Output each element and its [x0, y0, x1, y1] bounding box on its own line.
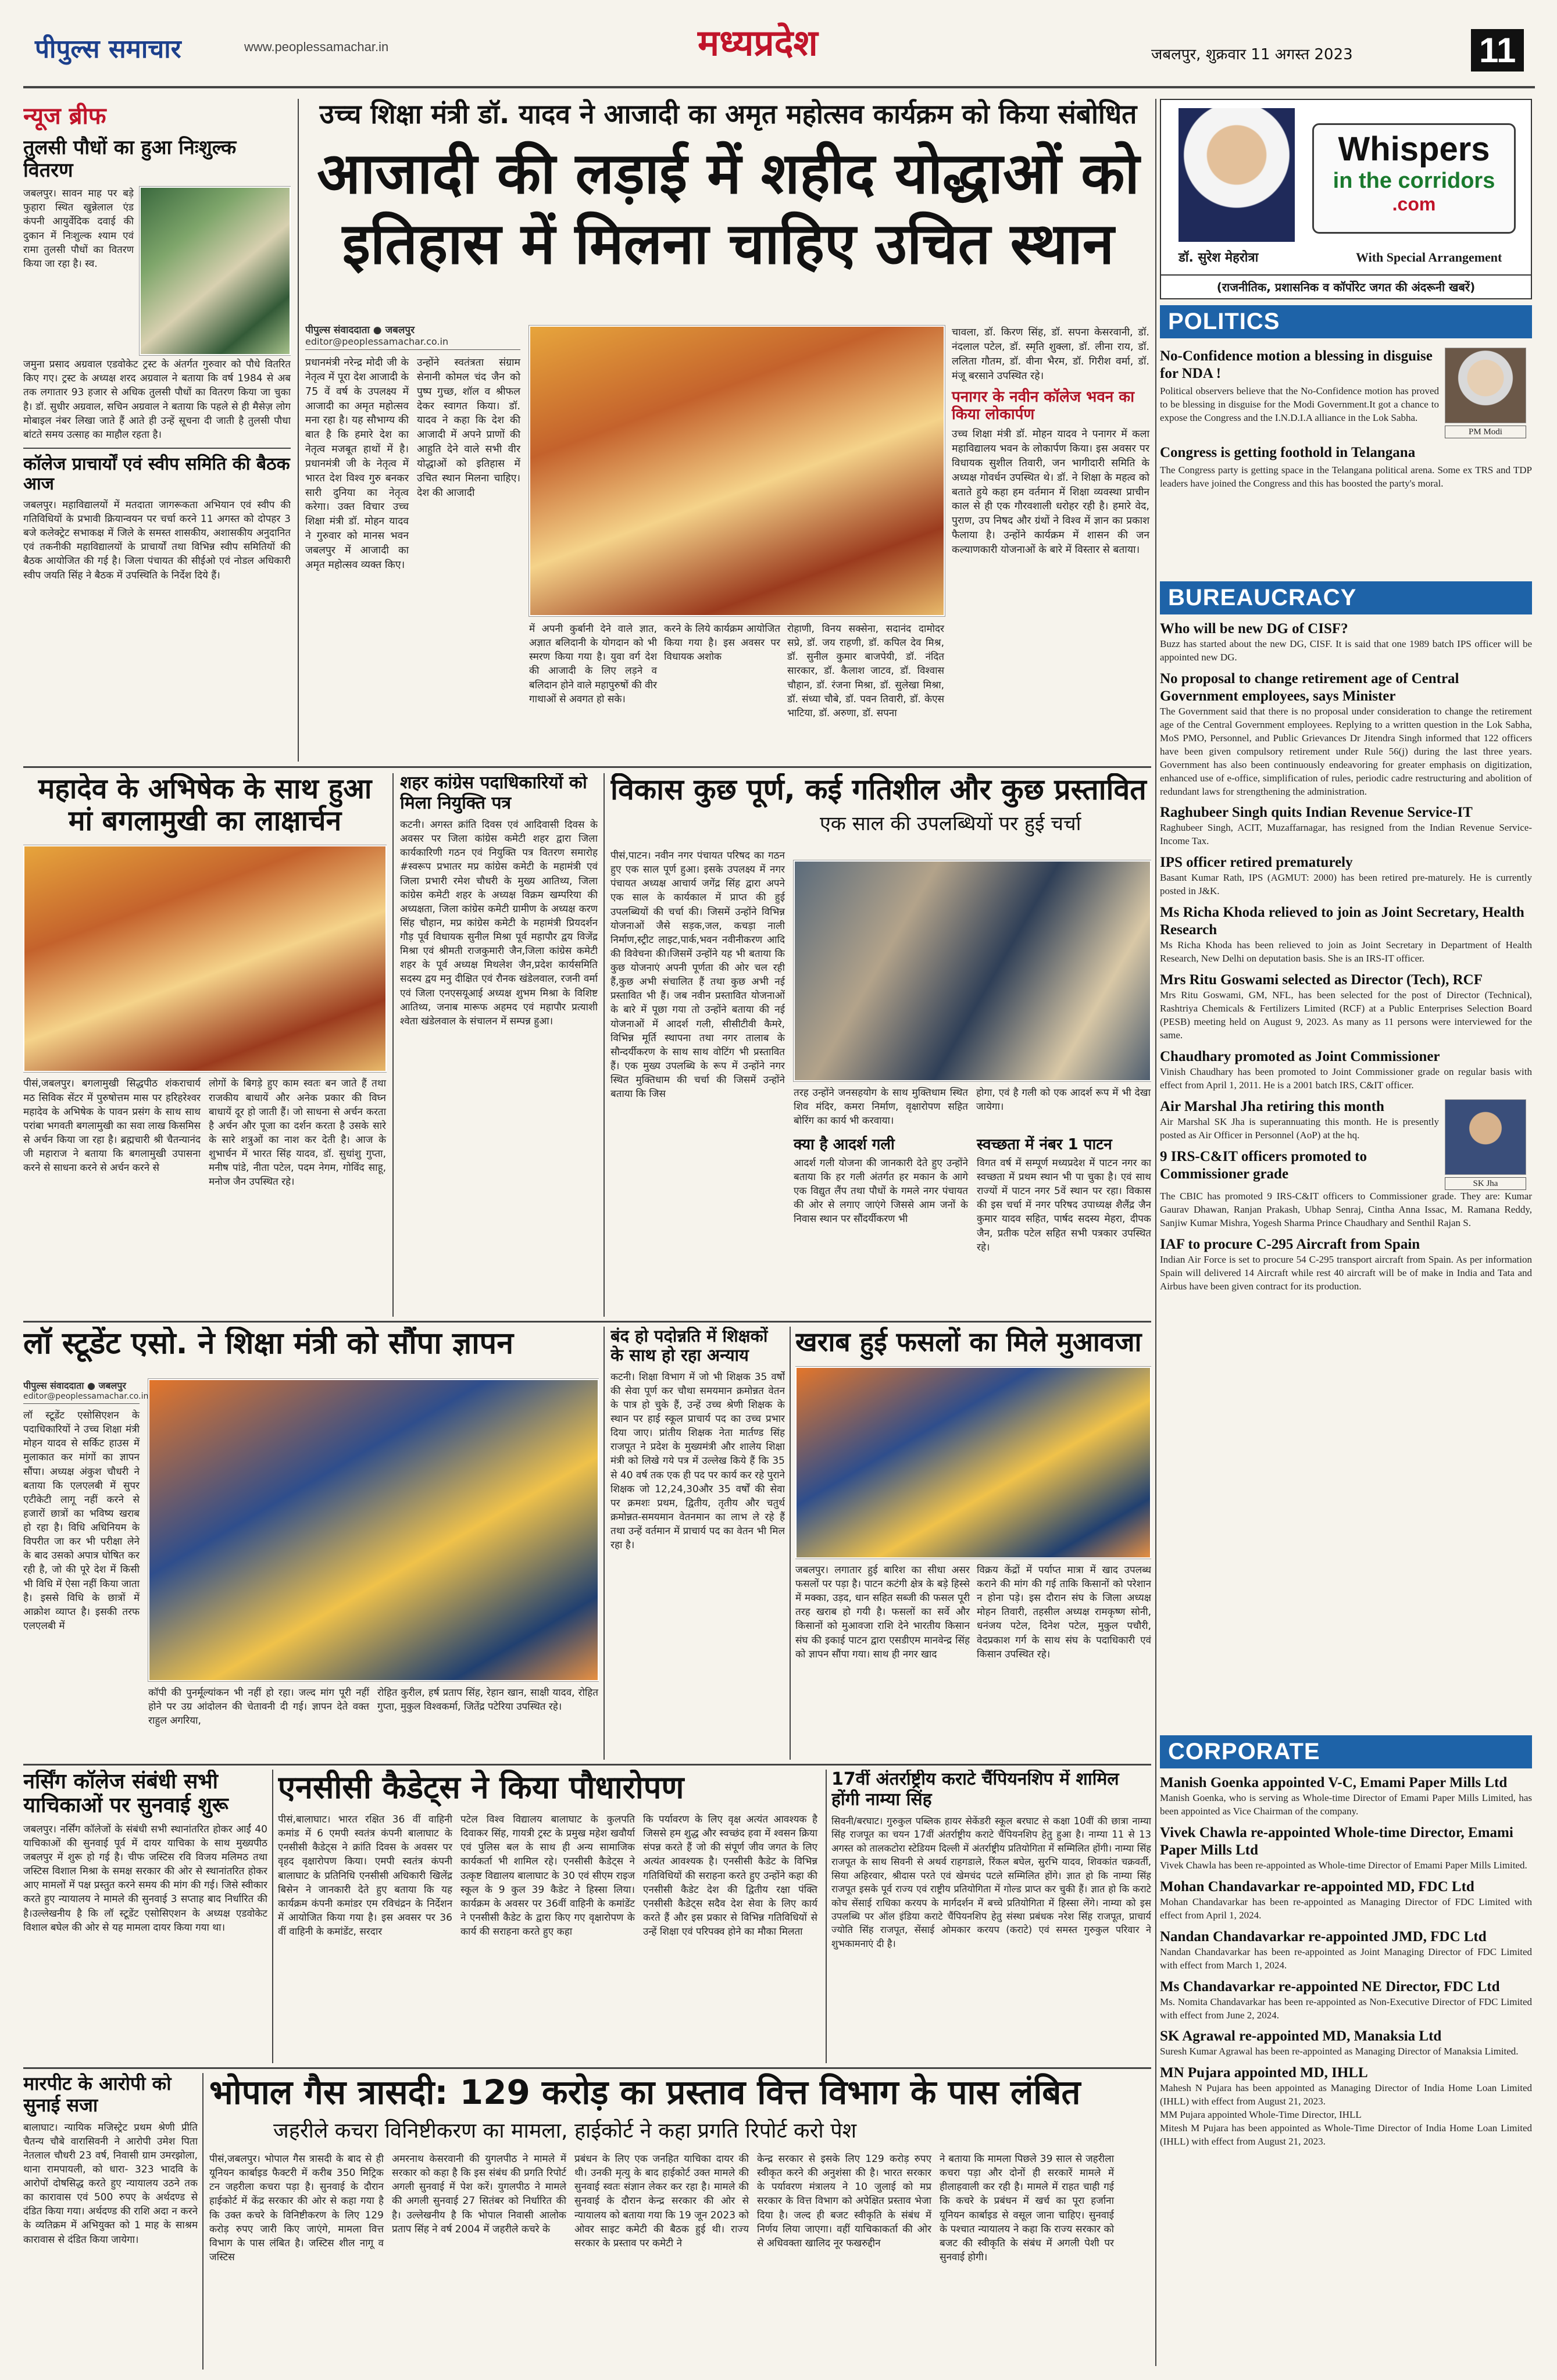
bureau-body-5: Mrs Ritu Goswami, GM, NFL, has been selected for the post of Director (Technical), Rashtriya Chemicals & Fertilizers Limited (RCF) at a Public Enterprises Selection Board (PESB) meeting held on August 9, 2023. As many as 11 persons were interviewed for the same.: [1160, 989, 1532, 1041]
karate-body: सिवनी/बरघाट। गुरुकुल पब्लिक हायर सेकेंडरी स्कूल बरघाट से कक्षा 10वीं की छात्रा नाम्या सिंह राजपूत का चयन 17वीं अंतर्राष्ट्रीय कराटे चैंपियनशिप हेतु हुआ है। नाम्या 11 से 13 अगस्त को तालकटोरा स्टेडियम दिल्ली में अंतर्राष्ट्रीय प्रतियोगिता में सम्मिलित होंगी। नाम्या सिंह राजपूत के साथ सिवनी से अथर्व राहगडाले, रिंकल बघेल, सुरभि यादव, शिवकांत चक्रवर्ती, सिया अहिरवार, श्रीदास परते एवं खेमचंद पटले सम्मिलित होंगे। ज्ञात हो कि नाम्या सिंह राजपूत इसके पूर्व राज्य एवं राष्ट्रीय प्रतियोगिता में गोल्ड प्राप्त कर चुकी हैं। ज्ञात हो कि कराटे कोच सेंसाई राधिका करयप के मार्गदर्शन में बच्चे प्रतियोगिता में हिस्सा लेंगे। नाम्या को इस उपलब्धि पर ऑल इंडिया कराटे चैंपियनशिप हेतु संस्था प्रबंधक नरेश सिंह राजपूत, प्राचार्य ज्योति सिंह राजपूत, सेंसाई ओमकार करयप (कराटे) एवं समस्त गुरुकुल परिवार ने शुभकामनाएं दी है।: [831, 1816, 1151, 1949]
gas-col-4: केन्द्र सरकार से इसके लिए 129 करोड़ रुपए स्वीकृत करने की अनुशंसा की है। भारत सरकार के पर्यावरण मंत्रालय ने 10 जुलाई को मप्र सरकार के वित्त विभाग को अपेक्षित प्रस्ताव भेजा दिया है। जल्द ही बजट स्वीकृति के संबंध में निर्णय लिया जाएगा। वहीं याचिकाकर्ता की ओर से अधिवक्ता खालिद नूर फखरुद्दीन: [757, 2153, 931, 2249]
corporate-label: CORPORATE: [1160, 1735, 1532, 1768]
politics-body-2: The Congress party is getting space in the Telangana political arena. Some ex TRS and TDP leaders have joined the Congress and this has boosted the party's moral.: [1160, 464, 1532, 489]
politics-label: POLITICS: [1160, 305, 1532, 338]
nursing-story: [23, 1770, 267, 2063]
assault-story: [23, 2073, 198, 2370]
law-col-1: लॉ स्टूडेंट एसोसिएशन के पदाधिकारियों ने उच्च शिक्षा मंत्री मोहन यादव से सर्किट हाउस में मुलाकात कर मांगों का ज्ञापन सौंपा। अध्यक्ष अंकुश चौधरी ने बताया कि एलएलबी में सुपर एटीकेटी लागू नहीं करने से हजारों छात्रों का भविष्य खराब हो रहा है। विधि अधिनियम के विपरीत जा कर भी परीक्षा लेने के बाद उसको अपात्र घोषित कर रही है, जो की पूरे देश में किसी भी विधि में ऐसा नहीं किया जाता है। इससे विधि के छात्रों में आक्रोश व्याप्त है। इसकी तरफ एलएलबी में: [23, 1410, 140, 1632]
columnist-name: डॉ. सुरेश मेहरोत्रा: [1179, 251, 1259, 265]
bureau-body-9: Indian Air Force is set to procure 54 C-295 transport aircraft from Spain. As per information Spain will delivered 14 Aircraft while rest 40 aircraft will be of make in India and Tata and Airbus have been given contract for its production.: [1160, 1253, 1532, 1292]
ncc-col-3: कि पर्यावरण के लिए वृक्ष अत्यंत आवश्यक है जिससे हम शुद्ध और स्वच्छंद हवा में श्वसन क्रिया संपन्न करते हैं जो की संपूर्ण जीव जगत के लिए अत्यंत आवश्यक है। एनसीसी कैडेट के विभिन्न गतिविधियों की सराहना करते हुए उन्होंने कहा की एनसीसी कैडेट देश की द्वितीय रक्षा पंक्ति एनसीसी कैडेट्स सदैव देश सेवा के लिए कार्य करते हैं और इस प्रकार से विभिन्न गतिविधियों से उन्हें शिक्षा एवं परिपक्व होने का मौका मिलता: [643, 1814, 817, 1938]
teachers-story: [610, 1327, 785, 1760]
bureau-body-6: Vinish Chaudhary has been promoted to Joint Commissioner grade on regular basis with effect from April 1, 2011. He is a 2001 batch IRS, C&IT officer.: [1160, 1066, 1532, 1091]
vikas-caption-2: होगा, एवं है गली को एक आदर्श रूप में भी देखा जायेगा।: [976, 1087, 1151, 1113]
news-brief-label: न्यूज ब्रीफ: [23, 103, 106, 130]
vikas-subhead-1: क्या है आदर्श गली: [794, 1136, 895, 1153]
gas-col-1: पीसं,जबलपुर। भोपाल गैस त्रासदी के बाद से ही यूनियन कार्बाइड फैक्टरी में करीब 350 मिट्रिक टन जहरीला कचरा पड़ा है। सुनवाई के दौरान हाईकोर्ट में केंद्र सरकार की ओर से कहा गया है कि उक्त कचरे के विनिष्टीकरण के लिए 129 करोड़ रुपए जारी किए जाएंगे, मामला वित्त विभाग के पास लंबित है। जस्टिस शील नागू व जस्टिस: [209, 2153, 384, 2263]
corp-headline-0: Manish Goenka appointed V-C, Emami Paper Mills Ltd: [1160, 1775, 1508, 1791]
sk-jha-caption: SK Jha: [1445, 1177, 1526, 1190]
mahadev-story: [23, 773, 387, 1317]
brief-body-college: जबलपुर। महाविद्यालयों में मतदाता जागरूकता अभियान एवं स्वीप की गतिविधियों के प्रभावी क्रियान्वयन पर चर्चा करने 11 अगस्त को दोपहर 3 बजे कलेक्ट्रेट सभाकक्ष में जिले के समस्त शासकीय, अशासकीय अनुदानित एवं तकनीकी महाविद्यालयों के प्राचार्यों तथा विभिन्न स्वीप समितियों की बैठक आयोजित की गई है। जिला पंचायत की सीईओ एवं नोडल अधिकारी स्वीप जयति सिंह ने बैठक में उपस्थिति के निर्देश दिये हैं।: [23, 499, 291, 581]
mahadev-col-2: लोगों के बिगड़े हुए काम स्वतः बन जाते हैं तथा राजकीय बाधायें और अनेक प्रकार की विघ्न बाधायें दूर हो जाती हैं। जो साधना से अर्चन करता है अर्चन और पूजा का दर्शन करता है उसके सारे के सारे शत्रुओं का नाश कर देती है। आज के शुभार्चन में भारत सिंह यादव, डॉ. सुधांशु गुप्ता, मनीष पांडे, नीता पटेल, पदम नेगम, गोविंद साहू, मनोज जैन उपस्थित रहे।: [209, 1078, 386, 1188]
news-brief-column: [23, 99, 291, 762]
vikas-col-3: विगत वर्ष में सम्पूर्ण मध्यप्रदेश में पाटन नगर का स्वच्छता में प्रथम स्थान भी पा चुका है। एवं साथ राज्यों में पाटन नगर 5वें स्थान पर रहा। विकास की इस चर्चा में नगर परिषद उपाध्यक्ष शैलैंद्र जैन कुमार यादव सहित, पार्षद सदस्य मेहरा, दीपक जैन, प्रतीक पटेल सहित सभी पत्रकार उपस्थित रहे।: [977, 1157, 1151, 1253]
bureau-body-1: The Government said that there is no proposal under consideration to change the retirement age of the Central Government employees. Replying to a written question in the Lok Sabha, MoS PMO, Personnel, and Public Grievances Dr Jitendra Singh informed that 122 officers have been given compulsory retirement under Rule 56(j) during the last three years. Government has also been continuously endeavoring for greater emphasis on digitization, enhanced use of e-office, simplification of rules, periodic cadre restructuring and abolition of redundant laws for strengthening the administration.: [1160, 705, 1532, 797]
whispers-brand-3: .com: [1392, 194, 1436, 215]
whispers-brand-2: in the corridors: [1333, 169, 1495, 193]
karate-story: [831, 1770, 1151, 2063]
bureau-headline-3: IPS officer retired prematurely: [1160, 855, 1353, 871]
teachers-body: कटनी। शिक्षा विभाग में जो भी शिक्षक 35 वर्षों की सेवा पूर्ण कर चौथा समयमान क्रमोन्नत वेतन के पात्र हो चुके हैं, उन्हें उच्च श्रेणी शिक्षक के स्थान पर हाई स्कूल प्राचार्य पद का उच्च प्रभार दिया जाए। प्रांतीय शिक्षक नेता मार्तण्ड सिंह राजपूत ने प्रदेश के मुख्यमंत्री और शालेय शिक्षा मंत्री को लिखे गये पत्र में उल्लेख किये हैं कि 35 से 40 वर्ष तक एक ही पद पर कार्य कर रहे पुराने शिक्षक जो 12,24,30और 35 वर्षों की सेवा पर क्रमशः प्रथम, द्वितीय, तृतीय और चतुर्थ क्रमोन्नत-समयमान वेतनमान का लाभ ले रहे हैं तथा उन्हें वर्तमान में प्राचार्य पद का वेतन भी मिल रहा है।: [610, 1371, 785, 1552]
politics-section: [1160, 305, 1532, 578]
bureau-headline-1: No proposal to change retirement age of Central Government employees, says Minister: [1160, 670, 1459, 704]
congress-headline: शहर कांग्रेस पदाधिकारियों को मिला नियुक्ति पत्र: [400, 773, 587, 813]
corp-body-1: Vivek Chawla has been re-appointed as Whole-time Director of Emami Paper Mills Limited.: [1160, 1859, 1527, 1871]
corp-headline-4: Ms Chandavarkar re-appointed NE Director, FDC Ltd: [1160, 1978, 1500, 1995]
brief-headline-tulsi: तुलसी पौधों का हुआ निःशुल्क वितरण: [23, 136, 237, 183]
lead-caption-3: रोहाणी, विनय सक्सेना, सदानंद दामोदर सप्रे, डॉ. जय राहणी, डॉ. कपिल देव मिश्र, डॉ. सुनील कुमार बाजपेयी, डॉ. नंदित सारकार, डॉ. कैलाश जाटव, डॉ. विश्वास चौहान, डॉ. रंजना मिश्रा, डॉ. सुलेखा मिश्रा, डॉ. संध्या चौबे, डॉ. पवन तिवारी, डॉ. केएस भाटिया, डॉ. अरुणा, डॉ. सपना: [787, 623, 944, 719]
ncc-headline: एनसीसी कैडेट्स ने किया पौधारोपण: [278, 1770, 684, 1806]
bureau-headline-4: Ms Richa Khoda relieved to join as Joint Secretary, Health Research: [1160, 905, 1524, 938]
bureaucracy-label: BUREAUCRACY: [1160, 581, 1532, 614]
bureaucracy-section: [1160, 581, 1532, 1729]
masthead: [12, 0, 1547, 87]
whispers-header: [1160, 99, 1532, 299]
vikas-col-2: आदर्श गली योजना की जानकारी देते हुए उन्होंने बताया कि हर गली अंतर्गत हर मकान के आगे एक विद्युत लैंप तथा पौधों के गमले नगर पंचायत की ओर से लगाए जाएंगे जिससे आम जनों के निवास स्थान पर सौंदर्यीकरण भी: [794, 1157, 968, 1225]
corp-body-7: MM Pujara appointed Whole-Time Director, IHLL: [1160, 2109, 1362, 2121]
brief-body-tulsi: जमुना प्रसाद अग्रवाल एडवोकेट ट्रस्ट के अंतर्गत गुरुवार को पौधे वितरित किए गए। ट्रस्ट के अध्यक्ष शरद अग्रवाल ने बताया कि वर्ष 1984 से अब तक लगातार 93 हजार से अधिक तुलसी पौधों का वितरण किया जा चुका है। डॉ. सुधीर अग्रवाल, सचिन अग्रवाल ने बताया कि पहले से ही मैसेज़ लोग मोबाइल नंबर लिखा जाते हैं आते ही उन्हें सूचना दी जाती है तुलसी पौधा बांटते समय उत्साह का माहौल रहता है।: [23, 359, 291, 441]
bureau-body-7: Air Marshal SK Jha is superannuating this month. He is presently posted as Air Officer in Personnel (AoP) at the hq.: [1160, 1116, 1439, 1141]
mahadev-photo: [23, 845, 387, 1072]
lead-story: [305, 99, 1151, 762]
ncc-col-1: पीसं,बालाघाट। भारत रक्षित 36 वीं वाहिनी कमांड में 6 एमपी स्वतंत्र कंपनी बालाघाट के एनसीसी कैडेट्स ने क्रांति दिवस के अवसर पर वृहद वृक्षारोपण किया। एमपी स्वतंत्र कंपनी बालाघाट के प्रतिनिधि एनसीसी अधिकारी खिलेंद्र बिसेन ने जानकारी देते हुए बताया कि यह कार्यक्रम कंपनी कमांडर एम रविचंद्रन के निर्देशन में आयोजित किया गया है। इस अवसर पर 36 वीं वाहिनी के कमांडेंट, सरदार: [278, 1814, 452, 1938]
assault-body: बालाघाट। न्यायिक मजिस्ट्रेट प्रथम श्रेणी प्रीति चैतन्य चौबे वारासिवनी ने आरोपी उमेश पिता नेतलाल चौधरी 23 वर्ष, निवासी ग्राम उमरझोला, थाना रामपायली, को धारा- 323 भादवि के आरोपों दोषसिद्ध करते हुए न्यायालय उठने तक का कारावास एवं 500 रुपए के अर्थदण्ड से दंडित किया गया। अर्थदण्ड की राशि अदा न करने के व्यतिक्रम में अभियुक्त को 1 माह के साश्रम कारावास से दंडित किया जायेगा।: [23, 2121, 198, 2246]
law-photo: [148, 1379, 599, 1681]
nursing-headline: नर्सिंग कॉलेज संबंधी सभी याचिकाओं पर सुनवाई शुरू: [23, 1770, 228, 1818]
lead-byline: पीपुल्स संवाददाता ● जबलपुर: [305, 324, 415, 336]
brief-lead-tulsi: जबलपुर। सावन माह पर बड़े फुहारा स्थित खुन्नेलाल एंड कंपनी आयुर्वेदिक दवाई की दुकान में निःशुल्क श्याम एवं रामा तुलसी पौधों का वितरण किया जा रहा है। स्व.: [23, 188, 134, 270]
congress-story: [400, 773, 598, 1317]
crops-col-1: जबलपुर। लगातार हुई बारिश का सीधा असर फसलों पर पड़ा है। पाटन कटंगी क्षेत्र के बड़े हिस्से में मक्का, उड़द, धान सहित सब्जी की फसल पूरी तरह खराब हो गयी है। फसलों का सर्वे और किसानों को मुआवजा राशि देने भारतीय किसान संघ की इकाई पाटन द्वारा एसडीएम मानवेन्द्र सिंह को ज्ञापन सौंपा गया। साथ ही नगर खाद: [795, 1564, 970, 1660]
lead-photo-minister: [529, 326, 945, 616]
crops-story: [795, 1327, 1151, 1760]
bureau-headline-2: Raghubeer Singh quits Indian Revenue Service-IT: [1160, 805, 1473, 821]
dateline: जबलपुर, शुक्रवार 11 अगस्त 2023: [1151, 46, 1353, 63]
teachers-headline: बंद हो पदोन्नति में शिक्षकों के साथ हो रहा अन्याय: [610, 1327, 768, 1366]
columnist-photo: [1179, 108, 1295, 242]
corp-headline-1: Vivek Chawla re-appointed Whole-time Director, Emami Paper Mills Ltd: [1160, 1824, 1513, 1858]
law-headline: लॉ स्टूडेंट एसो. ने शिक्षा मंत्री को सौंपा ज्ञापन: [23, 1327, 514, 1361]
lead-email[interactable]: editor@peoplessamachar.co.in: [305, 336, 520, 350]
lead-caption-1: में अपनी कुर्बानी देने वाले ज्ञात, अज्ञात बलिदानी के योगदान को भी स्मरण किया गया है। युवा वर्ग देश की आजादी के लिए लड़ने व बलिदान होने वाले महापुरुषों की वीर गाथाओं से अवगत हो सके।: [529, 623, 657, 705]
assault-headline: मारपीट के आरोपी को सुनाई सजा: [23, 2073, 172, 2116]
lead-headline-2: इतिहास में मिलना चाहिए उचित स्थान: [342, 210, 1115, 277]
sk-jha-photo: [1445, 1099, 1526, 1175]
politics-headline-1: No-Confidence motion a blessing in disguise for NDA !: [1160, 348, 1433, 381]
special-note: With Special Arrangement: [1356, 250, 1502, 265]
politics-headline-2: Congress is getting foothold in Telangana: [1160, 445, 1416, 461]
bureau-body-4: Ms Richa Khoda has been relieved to join as Joint Secretary in Department of Health Research, New Delhi on deputation basis. She is an IRS-IT officer.: [1160, 939, 1532, 964]
corp-body-2: Mohan Chandavarkar has been re-appointed as Managing Director of FDC Limited with effect from April 1, 2024.: [1160, 1896, 1532, 1921]
crops-headline: खराब हुई फसलों का मिले मुआवजा: [795, 1327, 1142, 1357]
whispers-tagline: (राजनीतिक, प्रशासनिक व कॉर्पोरेट जगत की अंदरूनी खबरें): [1161, 274, 1531, 295]
lead-kicker: उच्च शिक्षा मंत्री डॉ. यादव ने आजादी का अमृत महोत्सव कार्यक्रम को किया संबोधित: [319, 99, 1137, 130]
law-byline: पीपुल्स संवाददाता ● जबलपुर: [23, 1380, 126, 1391]
vikas-subhead-2: स्वच्छता में नंबर 1 पाटन: [977, 1136, 1112, 1153]
bureau-headline-5: Mrs Ritu Goswami selected as Director (Tech), RCF: [1160, 972, 1483, 988]
bureau-headline-6: Chaudhary promoted as Joint Commissioner: [1160, 1048, 1440, 1064]
whispers-brand: Whispers: [1338, 130, 1490, 168]
corp-headline-2: Mohan Chandavarkar re-appointed MD, FDC Ltd: [1160, 1878, 1474, 1895]
gas-col-3: प्रबंधन के लिए एक जनहित याचिका दायर की थी। उनकी मृत्यु के बाद हाईकोर्ट उक्त मामले की सुनवाई स्वतः संज्ञान लेकर कर रहा है। मामले की सुनवाई के दौरान केन्द्र सरकार की ओर से न्यायालय को बताया गया कि 19 जून 2023 को ओवर साइट कमेटी की बैठक हुई थी। राज्य सरकार के प्रस्ताव पर कमेटी ने: [574, 2153, 749, 2249]
mahadev-headline: महादेव के अभिषेक के साथ हुआ मां बगलामुखी का लाक्षार्चन: [38, 773, 372, 838]
paper-url[interactable]: www.peoplessamachar.in: [244, 40, 389, 54]
vikas-kicker: एक साल की उपलब्धियों पर हुई चर्चा: [820, 812, 1081, 835]
vikas-headline: विकास कुछ पूर्ण, कई गतिशील और कुछ प्रस्तावित: [610, 773, 1147, 806]
karate-headline: 17वीं अंतर्राष्ट्रीय कराटे चैंपियनशिप में शामिल होंगी नाम्या सिंह: [831, 1770, 1119, 1810]
vikas-caption-1: तरह उन्होंने जनसहयोग के साथ मुक्तिधाम स्थित शिव मंदिर, कमरा निर्माण, वृक्षारोपण सहित बोरिंग का कार्य भी करवाया।: [794, 1087, 968, 1127]
ncc-story: [278, 1770, 822, 2063]
lead-col-1: प्रधानमंत्री नरेन्द्र मोदी जी के नेतृत्व में पूरा देश आजादी के 75 वें वर्ष के उपलक्ष्य में आजादी का अमृत महोत्सव मना रहा है। यह सौभाग्य की बात है कि हमारे देश का नेतृत्व मजबूत हाथों में है। प्रधानमंत्री जी के नेतृत्व में भारत देश विश्व गुरु बनकर सारी दुनिया का नेतृत्व करेगा। उक्त विचार उच्च शिक्षा मंत्री डॉ. मोहन यादव ने गुरुवार को मानस भवन जबलपुर में आजादी का अमृत महोत्सव व्यक्त किए।: [305, 357, 409, 571]
law-caption-2: रोहित कुरील, हर्ष प्रताप सिंह, रेहान खान, साक्षी यादव, रोहित गुप्ता, मुकुल विश्वकर्मा, जितेंद्र पटेरिया उपस्थित रहे।: [377, 1687, 598, 1713]
pm-modi-photo: [1445, 348, 1526, 423]
lead-subhead-panagar: पनागर के नवीन कॉलेज भवन का किया लोकार्पण: [952, 388, 1134, 424]
lead-col-4b: उच्च शिक्षा मंत्री डॉ. मोहन यादव ने पनागर में कला महाविद्यालय भवन के लोकार्पण किया। इस अवसर पर विधायक सुशील तिवारी, जन भागीदारी समिति के अध्यक्ष गोवर्धन उपस्थित थे। डॉ. ने शिक्षा के महत्व को बताते हुये कहा हम वर्तमान में शिक्षा व्यवस्था प्राचीन काल से ही एक गौरवशाली धरोहर रही है। हमारे वेद, पुराण, उप निषद और ग्रंथों ने विश्व में ज्ञान का प्रकाश फैलाया है। उन्होंने कार्यक्रम में शासन की जन कल्याणकारी योजनाओं के बारे में विस्तार से बताया।: [952, 428, 1149, 556]
lead-headline-1: आजादी की लड़ाई में शहीद योद्धाओं को: [317, 140, 1140, 207]
bureau-headline-0: Who will be new DG of CISF?: [1160, 621, 1348, 637]
corp-body-5: Suresh Kumar Agrawal has been re-appointed as Managing Director of Manaksia Limited.: [1160, 2046, 1519, 2057]
vikas-col-1: पीसं,पाटन। नवीन नगर पंचायत परिषद का गठन हुए एक साल पूर्ण हुआ। इसके उपलक्ष्य में नगर पंचायत अध्यक्ष आचार्य जगेंद्र सिंह द्वारा अपने एक साल के कार्यकाल में प्राप्त की हुई उपलब्धियों की चर्चा की। जिसमें उन्होंने विभिन्न योजनाओं जैसे सड़क,जल, कचड़ा नाली निर्माण,स्ट्रीट लाइट,पार्क,भवन नवीनीकरण आदि की विवेचना की।जिसमें उन्होंने यह भी बताया कि कुछ योजनाएं अपनी पूर्णता की ओर चल रही हैं,कुछ अभी संचालित हैं तथा कुछ अभी नई प्रस्तावित भी हैं। जब नवीन प्रस्तावित योजनाओं के बारे में पूछा गया तो उन्होंने बताया की नई योजनाओं में आदर्श गली, सीसीटीवी कैमरे, विभिन्न मूर्ति स्थापना तथा नगर तालाब के सौन्दर्यीकरण के साथ साथ वोटिंग भी प्रस्तावित हैं। एक मुख्य उपलब्धि के रूप में उन्होंने नगर स्थित मुक्तिधाम की चर्चा की जिसमें उन्होंने बताया कि जिस: [610, 850, 785, 1100]
congress-body: कटनी। अगस्त क्रांति दिवस एवं आदिवासी दिवस के अवसर पर जिला कांग्रेस कमेटी शहर द्वारा जिला कार्यकारिणी गठन एवं नियुक्ति पत्र वितरण समारोह #स्वरूप प्रभातर मप्र कांग्रेस कमेटी के महामंत्री एवं जिला प्रभारी रमेश चौधरी के मुख्य आतिथ्य, जिला कांग्रेस कमेटी शहर के अध्यक्ष विक्रम खम्परिया की अध्यक्षता, जिला कांग्रेस कमेटी ग्रामीण के अध्यक्ष करण सिंह चौहान, मप्र कांग्रेस कमेटी के महामंत्री प्रियदर्शन गौड़ पूर्व विधायक सुनील मिश्रा पूर्व महापौर द्वय विजेंद्र मिश्रा एवं श्रीमती राजकुमारी जैन,जिला कांग्रेस कमेटी शहर के पूर्व अध्यक्ष मिथलेश जैन,प्रदेश कार्यसमिति सदस्य द्वय मनु दीक्षित एवं रौनक खंडेलवाल, रजनी वर्मा एवं जिला एनएसयूआई अध्यक्ष शुभम मिश्रा के विशिष्ट आतिथ्य, जनाब मारूफ अहमद एवं महापौर प्रत्याशी श्वेता खंडेलवाल के संचालन में सम्पन्न हुआ।: [400, 819, 598, 1027]
corp-body-6: Mahesh N Pujara has been appointed as Managing Director of India Home Loan Limited (IHLL) with effect from August 21, 2023.: [1160, 2082, 1532, 2107]
bureau-body-3: Basant Kumar Rath, IPS (AGMUT: 2000) has been retired pre-maturely. He is currently posted in J&K.: [1160, 872, 1532, 897]
bureau-headline-9: IAF to procure C-295 Aircraft from Spain: [1160, 1236, 1420, 1252]
bureau-body-8: The CBIC has promoted 9 IRS-C&IT officers to Commissioner grade. They are: Kumar Gaurav Dhawan, Ranjan Prakash, Ubhap Senraj, Cintha Anna Issac, M. Ramana Reddy, Sanjiw Kumar Mishra, Yogesh Sharma Prince Chaudhary and Senthil Rajan S.: [1160, 1190, 1532, 1228]
crops-col-2: विक्रय केंद्रों में पर्याप्त मात्रा में खाद उपलब्ध कराने की मांग की गई ताकि किसानों को परेशान न होना पड़े। इस दौरान संघ के जिला अध्यक्ष मोहन तिवारी, तहसील अध्यक्ष रामकृष्ण सोनी, धनंजय पटेल, दिनेश पटेल, मुकुल पचौरी, वेदप्रकाश गर्ग के साथ संघ के पदाधिकारी एवं किसान उपस्थित रहे।: [977, 1564, 1151, 1660]
corp-headline-6: MN Pujara appointed MD, IHLL: [1160, 2065, 1368, 2081]
bureau-body-2: Raghubeer Singh, ACIT, Muzaffarnagar, has resigned from the Indian Revenue Service-Income Tax.: [1160, 822, 1532, 847]
vikas-story: [610, 773, 1151, 1317]
gas-col-5: ने बताया कि मामला पिछले 39 साल से जहरीला कचरा पड़ा और दोनों ही सरकारें मामले में हीलाहवाली कर रही है। मामले में राहत चाही गई कि कचरे के प्रबंधन में खर्च का पूरा हर्जाना यूनियन कार्बाइड से वसूल जाना चाहिए। सुनवाई के पश्चात न्यायालय ने कहा कि राज्य सरकार को बजट की स्वीकृति के संबंध में अगली पेशी पर सुनवाई होगी।: [940, 2153, 1114, 2263]
page-number: 11: [1471, 29, 1524, 72]
paper-logo: पीपुल्स समाचार: [35, 34, 181, 64]
corp-body-3: Nandan Chandavarkar has been re-appointed as Joint Managing Director of FDC Limited with effect from March 1, 2024.: [1160, 1946, 1532, 1971]
gas-kicker: जहरीले कचरा विनिष्टीकरण का मामला, हाईकोर्ट ने कहा प्रगति रिपोर्ट करो पेश: [273, 2118, 857, 2143]
law-caption-1: कॉपी की पुनर्मूल्यांकन भी नहीं हो रहा। जल्द मांग पूरी नहीं होने पर उग्र आंदोलन की चेतावनी दी गई। ज्ञापन देते वक्त राहुल अगरिया,: [148, 1687, 369, 1727]
law-story: [23, 1327, 599, 1760]
lead-col-4a: चावला, डॉ. किरण सिंह, डॉ. सपना केसरवानी, डॉ. नंदलाल पटेल, डॉ. स्मृति शुक्ला, डॉ. लीना राय, डॉ. ललिता गौतम, डॉ. वीना भैरम, डॉ. गिरीश वर्मा, डॉ. मंजू बरसाने उपस्थित रहे।: [952, 327, 1149, 382]
bureau-headline-7: Air Marshal Jha retiring this month: [1160, 1098, 1384, 1114]
bureau-body-0: Buzz has started about the new DG, CISF. It is said that one 1989 batch IPS officer will be appointed new DG.: [1160, 638, 1532, 663]
section-title: मध्यप्रदेश: [698, 22, 818, 64]
corp-body-4: Ms. Nomita Chandavarkar has been re-appointed as Non-Executive Director of FDC Limited with effect from June 2, 2024.: [1160, 1996, 1532, 2021]
bureau-headline-8: 9 IRS-C&IT officers promoted to Commissioner grade: [1160, 1148, 1367, 1182]
law-email[interactable]: editor@peoplessamachar.co.in: [23, 1392, 140, 1404]
corp-headline-5: SK Agrawal re-appointed MD, Manaksia Ltd: [1160, 2028, 1442, 2045]
crops-photo: [795, 1367, 1151, 1559]
lead-col-2: उन्होंने स्वतंत्रता संग्राम सेनानी कोमल चंद जैन को पुष्प गुच्छ, शॉल व श्रीफल देकर स्वागत किया। डॉ. यादव ने कहा कि देश की आजादी में अपने प्राणों की आहुति देने वाले सभी वीर योद्धाओं को इतिहास में उचित स्थान मिलना चाहिए। देश की आजादी: [417, 357, 520, 499]
gas-story: [209, 2073, 1151, 2370]
tulsi-photo: [140, 187, 291, 355]
vikas-photo: [794, 860, 1151, 1081]
mahadev-col-1: पीसं,जबलपुर। बगलामुखी सिद्धपीठ शंकराचार्य मठ सिविक सेंटर में पुरुषोत्तम मास पर हरिहरेश्वर महादेव के अभिषेक के पावन प्रसंग के साथ साथ परांबा भगवती बगलामुखी का सवा लाख किसमिस से अर्चन किया जा रहा है। ब्रह्मचारी श्री चैतन्यानंद जी महाराज ने बताया कि बगलामुखी उपासना करने से साधना करने से अर्चन करने से: [23, 1078, 201, 1174]
nursing-body: जबलपुर। नर्सिंग कॉलेजों के संबंधी सभी स्थानांतरित होकर आईं 40 याचिकाओं की सुनवाई पूर्व में दायर याचिका के साथ मुख्यपीठ जबलपुर में शुरू हो गई है। चीफ जस्टिस रवि विजय मलिमठ तथा जस्टिस विशाल मिश्रा के समक्ष सरकार की ओर से स्थानांतरित होकर आए मामलों में पक्ष प्रस्तुत करने समय की मांग की गई। जिसे स्वीकार करते हुए न्यायालय ने मामले की सुनवाई 3 सप्ताह बाद निर्धारित की है।उल्लेखनीय है कि लॉ स्टूडेंट एसोसिएशन के अध्यक्ष एडवोकेट विशाल बघेल की ओर से यह मामला दायर किया गया था।: [23, 1823, 267, 1934]
lead-caption-2: करने के लिये कार्यक्रम आयोजित किया गया है। इस अवसर पर विधायक अशोक: [664, 623, 780, 663]
ncc-col-2: पटेल विश्व विद्यालय बालाघाट के कुलपति दिवाकर सिंह, गायत्री ट्रस्ट के प्रमुख महेश खवौर्या एवं पुलिस बल के साथ ही अन्य सामाजिक कार्यकर्ता भी शामिल रहे। एनसीसी कैडेट्स ने उत्कृष्ट विद्यालय बालाघाट के 30 एवं सीएम राइज स्कूल के 9 कुल 39 कैडेट ने हिस्सा लिया। कार्यक्रम के अवसर पर 36वीं वाहिनी के कमांडेंट ने एनसीसी कैडेट के द्वारा किए गए वृक्षारोपण के कार्य की सराहना करते हुए कहा: [460, 1814, 635, 1938]
pm-modi-caption: PM Modi: [1445, 426, 1526, 438]
corporate-section: [1160, 1735, 1532, 2369]
corp-headline-3: Nandan Chandavarkar re-appointed JMD, FDC Ltd: [1160, 1928, 1487, 1945]
politics-body-1: Political observers believe that the No-Confidence motion has proved to be blessing in disguise for the Modi Government.It got a chance to expose the Congress and the I.N.D.I.A alliance in the Lok Sabha.: [1160, 385, 1439, 423]
corp-body-0: Manish Goenka, who is serving as Whole-time Director of Emami Paper Mills Limited, has been appointed as Vice Chairman of the company.: [1160, 1792, 1532, 1817]
brief-headline-college: कॉलेज प्राचार्यों एवं स्वीप समिति की बैठक आज: [23, 453, 290, 495]
gas-headline: भोपाल गैस त्रासदी: 129 करोड़ का प्रस्ताव वित्त विभाग के पास लंबित: [209, 2073, 1081, 2112]
corp-body-8: Mitesh M Pujara has been appointed as Whole-Time Director of India Home Loan Limited (IHLL) with effect from August 21, 2023.: [1160, 2122, 1532, 2147]
gas-col-2: अमरनाथ केसरवानी की युगलपीठ ने मामले में सरकार को कहा है कि इस संबंध की प्रगति रिपोर्ट अगली सुनवाई में पेश करें। युगलपीठ ने मामले की अगली सुनवाई 27 सितंबर को निर्धारित की है। उल्लेखनीय है कि भोपाल निवासी आलोक प्रताप सिंह ने वर्ष 2004 में जहरीले कचरे के: [392, 2153, 566, 2235]
